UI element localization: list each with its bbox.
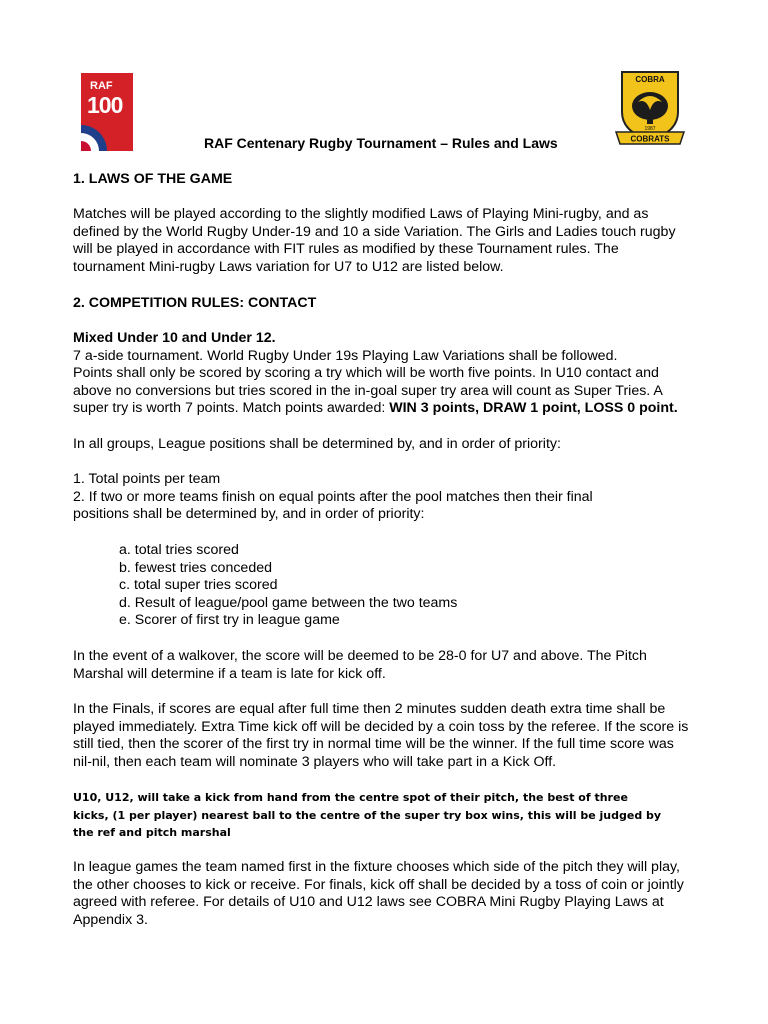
raf-100-logo-graphic	[81, 73, 133, 151]
tiebreaker-item: a. total tries scored	[119, 542, 239, 558]
paragraph-line: defined by the World Rugby Under-19 and 10 a side Variation. The Girls and Ladies touch rugby	[73, 223, 676, 240]
section-2-heading: 2. COMPETITION RULES: CONTACT	[73, 295, 317, 311]
tiebreaker-item: c. total super tries scored	[119, 577, 278, 594]
kickoff-note	[73, 789, 673, 842]
paragraph-line: still tied, then the scorer of the first try in normal time will be the winner. If the full time score was	[73, 736, 674, 753]
cobra-crest-logo	[614, 68, 686, 148]
kickoff-note-line: U10, U12, will take a kick from hand from the centre spot of their pitch, the best of three	[73, 791, 628, 804]
priority-list	[73, 471, 698, 524]
paragraph-line: Points shall only be scored by scoring a try which will be worth five points. In U10 contact and	[73, 365, 659, 382]
priority-item-2: 2. If two or more teams finish on equal points after the pool matches then their final	[73, 488, 593, 505]
priority-item-1: 1. Total points per team	[73, 471, 221, 487]
cobra-logo-banner-text: COBRATS	[630, 134, 670, 144]
section-2-subheading: Mixed Under 10 and Under 12.	[73, 330, 276, 346]
document-title: RAF Centenary Rugby Tournament – Rules and Laws	[204, 135, 558, 151]
tiebreaker-list	[119, 542, 457, 630]
groups-intro-text: In all groups, League positions shall be determined by, and in order of priority:	[73, 436, 561, 452]
section-2-body	[73, 330, 698, 418]
paragraph-line: will be played in accordance with FIT rules as modified by these Tournament rules. The	[73, 241, 619, 258]
walkover-paragraph	[73, 648, 698, 683]
league-games-paragraph	[73, 859, 698, 929]
match-points-values: WIN 3 points, DRAW 1 point, LOSS 0 point.	[389, 400, 678, 417]
paragraph-line: In league games the team named first in the fixture chooses which side of the pitch they will play,	[73, 859, 680, 875]
cobra-logo-top-text: COBRA	[635, 75, 665, 84]
raf-logo-text: RAF	[90, 80, 113, 92]
tiebreaker-item: e. Scorer of first try in league game	[119, 612, 340, 629]
paragraph-line: agreed with referee. For details of U10 and U12 laws see COBRA Mini Rugby Playing Laws at	[73, 894, 664, 911]
paragraph-line: In the event of a walkover, the score will be deemed to be 28-0 for U7 and above. The Pitch	[73, 648, 647, 664]
paragraph-line: 7 a-side tournament. World Rugby Under 19s Playing Law Variations shall be followed.	[73, 347, 618, 364]
priority-item-2-cont: positions shall be determined by, and in order of priority:	[73, 506, 425, 523]
section-1-heading: 1. LAWS OF THE GAME	[73, 171, 233, 187]
kickoff-note-line: kicks, (1 per player) nearest ball to the centre of the super try box wins, this will be judged by	[73, 808, 662, 822]
paragraph-line: above no conversions but tries scored in the in-goal super try area will count as Super Tries. A	[73, 382, 663, 399]
paragraph-line: nil-nil, then each team will nominate 3 players who will take part in a Kick Off.	[73, 753, 557, 770]
kickoff-note-line: the ref and pitch marshal	[73, 826, 231, 840]
paragraph-line: Appendix 3.	[73, 911, 148, 928]
section-1	[73, 171, 698, 189]
paragraph-line	[73, 400, 698, 418]
raf-100-logo	[81, 73, 133, 151]
section-1-body	[73, 206, 698, 276]
section-2	[73, 295, 698, 313]
cobra-crest-graphic	[614, 68, 686, 148]
finals-paragraph	[73, 701, 698, 771]
paragraph-line: the other chooses to kick or receive. For finals, kick off shall be decided by a toss of coin or jointly	[73, 876, 684, 893]
tiebreaker-item: b. fewest tries conceded	[119, 559, 272, 576]
paragraph-line: In the Finals, if scores are equal after full time then 2 minutes sudden death extra time shall be	[73, 701, 666, 717]
match-points-text: super try is worth 7 points. Match points awarded:	[73, 400, 390, 417]
paragraph-line: tournament Mini-rugby Laws variation for U7 to U12 are listed below.	[73, 258, 504, 275]
paragraph-line: Matches will be played according to the slightly modified Laws of Playing Mini-rugby, and as	[73, 206, 649, 222]
groups-intro	[73, 436, 698, 454]
paragraph-line: Marshal will determine if a team is late for kick off.	[73, 665, 386, 682]
raf-logo-number: 100	[87, 92, 123, 118]
paragraph-line: played immediately. Extra Time kick off will be decided by a coin toss by the referee. If the score is	[73, 718, 689, 735]
tiebreaker-item: d. Result of league/pool game between the two teams	[119, 594, 458, 611]
cobra-logo-year: 1987	[644, 126, 656, 132]
